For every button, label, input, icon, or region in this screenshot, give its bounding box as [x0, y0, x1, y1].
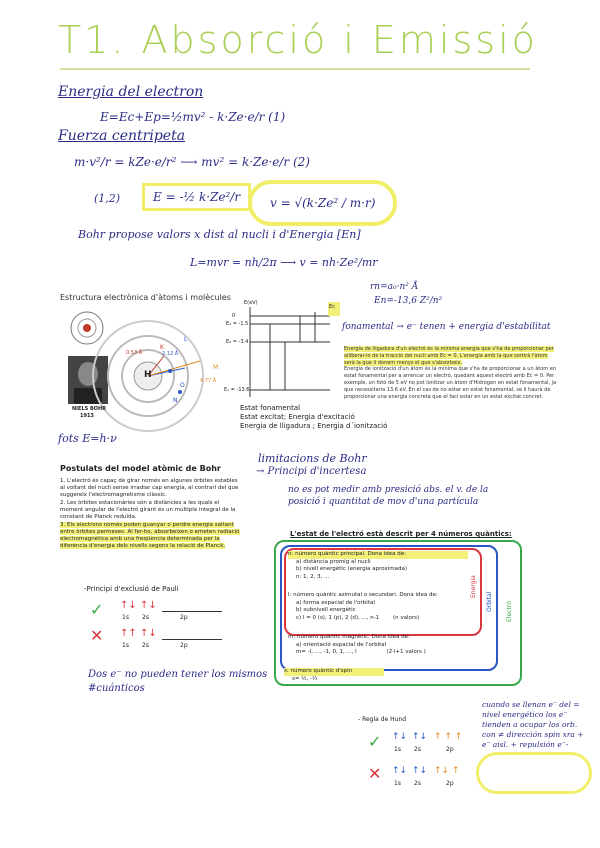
label-1s-wrong: 1s	[122, 642, 129, 649]
pauli-heading: -Principi d'exclusió de Pauli	[84, 585, 179, 593]
postulat-1	[60, 478, 240, 499]
m-item-b-text: m= -l, ..., -1, 0, 1, ..., l	[296, 649, 357, 655]
hund-arrows-2s: ↑↓	[412, 732, 428, 742]
l-item-c	[288, 615, 468, 623]
n-item-c: n: 1, 2, 3, ...	[296, 573, 330, 580]
bohr-line: Bohr propose valors x dist al nucli i d'Energia [En]	[78, 228, 361, 241]
l-title: l: número quàntic azimutal o secundari. Dona idea de:	[288, 592, 438, 598]
hund-label-2p: 2p	[446, 746, 454, 753]
definition-lligadura	[344, 346, 559, 367]
arrows-1s-wrong: ↑↑	[120, 628, 137, 639]
definition-lligadura-text: Energia de lligadura d'un electró és la mínima energia que s'ha de proporcionar per alliberar-lo de la tracció del nucli amb Ec = 0. L'energia amb la que sortirà l'àtom serà la que li donem menys el que s'absorbeix.	[344, 346, 554, 366]
s-item: s= ½, -½	[292, 675, 318, 682]
postulats-heading: Postulats del model atòmic de Bohr	[60, 464, 221, 473]
l-item-a: a) forma espacial de l'orbital	[296, 599, 375, 606]
orbit-m: M	[213, 364, 219, 371]
eq2: m·v²/r = kZe·e/r² ⟶ mv² = k·Ze·e/r (2)	[74, 155, 310, 169]
hund-label-1s: 1s	[394, 746, 401, 753]
definition-ionitzacio	[344, 366, 559, 401]
orbit-k: K	[160, 344, 164, 351]
hund-note: cuando se llenan e⁻ del = nivel energético los e⁻ tienden a ocupar los orb. con ≠ dirección spin xra + e⁻ aisl. + repulsión e⁻-	[482, 700, 584, 749]
label-2p: 2p	[180, 614, 188, 621]
energy-axis-label: E(eV)	[244, 300, 258, 306]
label-2s: 2s	[142, 614, 149, 621]
nucleus-label: H	[144, 370, 152, 380]
hund-correct	[368, 732, 478, 754]
caption-2: Estat excitat; Energia d'excitació	[240, 413, 355, 421]
m-item-b	[288, 649, 488, 657]
level-e2: E₂ = -3.4	[226, 339, 249, 345]
pauli-incorrect	[90, 628, 240, 650]
label-1s: 1s	[122, 614, 129, 621]
hund-label-1s-wrong: 1s	[394, 780, 401, 787]
cross-icon: ✕	[368, 764, 382, 783]
limitacions-heading: limitacions de Bohr	[258, 452, 367, 465]
eq1: E=Ec+Ep=½mv² - k·Ze·e/r (1)	[100, 110, 286, 124]
quantum-heading: L'estat de l'electró està descrit per 4 números quàntics:	[290, 530, 512, 538]
arrows-2s-wrong: ↑↓	[140, 628, 157, 639]
ec-label: Ec	[329, 304, 335, 310]
page-title: T1. Absorció i Emissió	[58, 18, 538, 62]
eq4-box: v = √(k·Ze² / m·r)	[248, 180, 397, 226]
label-2s-wrong: 2s	[142, 642, 149, 649]
s-title: s: número quàntic d'spin	[284, 668, 384, 676]
quantum-l	[288, 592, 468, 622]
line-2p	[162, 611, 222, 612]
arrows-1s: ↑↓	[120, 600, 137, 611]
level-0: 0	[232, 313, 236, 319]
pauli-note: Dos e⁻ no pueden tener los mismos #cuánticos	[88, 669, 268, 694]
hund-arrows-2s-wrong: ↑↓	[412, 766, 428, 776]
n-title: n: número quàntic principal. Dona idea de:	[288, 551, 468, 559]
level-e1: E₁ = -13.6	[224, 387, 250, 393]
radius-k: 0.53 Å	[126, 350, 143, 356]
side-label-electro: Electró	[506, 601, 513, 622]
l-item-c-text: c) l = 0 (s), 1 (p), 2 (d), ..., n-1	[296, 614, 380, 621]
postulat-2	[60, 500, 240, 521]
hund-label-2s-wrong: 2s	[414, 780, 421, 787]
n-item-b: b) nivell energètic (energia aproximada)	[296, 566, 408, 572]
caption-1: Estat fonamental	[240, 404, 301, 412]
hund-label-2s: 2s	[414, 746, 421, 753]
quantum-n	[288, 551, 468, 581]
hund-arrows-2p: ↑ ↑ ↑	[434, 732, 463, 742]
postulat-3-text: 3. Els electrons només poden guanyar o perdre energia saltant entre òrbites permeses. Al fer-ho, absorbeixen o emeten radiació electromagnètica amb una freqüència determinada per la diferència d'energia dels nivells segons la relació de Planck.	[60, 522, 240, 549]
rn-formula: rn=a₀·n² Å	[370, 282, 419, 292]
side-label-energia: Energia	[470, 575, 477, 598]
energy-levels-drawing	[240, 302, 340, 402]
hund-arrows-1s-wrong: ↑↓	[392, 766, 408, 776]
fotos-note: fots E=h·ν	[58, 432, 117, 445]
portrait-year: 1913	[80, 413, 94, 419]
caption-3: Energia de lligadura ; Energia d´ionització	[240, 422, 388, 430]
portrait-name: NIELS BOHR	[72, 406, 107, 412]
eq5: L=mvr = nh/2π ⟶ v = nh·Ze²/mr	[190, 256, 378, 269]
title-underline	[60, 68, 530, 70]
eq3-box: E = -½ k·Ze²/r	[142, 183, 251, 211]
energia-heading: Energia del electron	[58, 84, 204, 100]
postulat-1-text: 1. L'electró és capaç de girar només en algunes òrbites estables al voltant del nucli sense irradiar cap energia, al contrari del que suggereix l'electromagnetisme clàssic.	[60, 478, 239, 498]
cross-icon: ✕	[90, 626, 104, 645]
m-item-a: a) orientació espacial de l'orbital	[296, 641, 387, 648]
fonamental-note: fonamental → e⁻ tenen + energia d'estabilitat	[342, 322, 551, 332]
energy-diagram	[224, 300, 340, 402]
radius-m: 4.77 Å	[200, 378, 217, 384]
orbit-l: L	[184, 336, 188, 343]
figure-heading: Estructura electrònica d'àtoms i molècules	[60, 293, 231, 302]
m-title: m: número quàntic magnètic. Dona idea de:	[288, 634, 410, 640]
hund-arrows-1s: ↑↓	[392, 732, 408, 742]
side-label-orbital: Orbital	[486, 591, 493, 612]
hund-heading: - Regla de Hund	[358, 716, 407, 723]
arrows-2s: ↑↓	[140, 600, 157, 611]
hund-arrows-2p-wrong: ↑↓ ↑	[434, 766, 460, 776]
bohr-atom-figure	[60, 306, 230, 436]
radius-l: 2.12 Å	[162, 351, 179, 357]
principi-incertesa: → Principi d'incertesa	[256, 466, 367, 477]
quantum-m	[288, 634, 488, 657]
eq3-prefix: (1,2)	[94, 192, 121, 205]
line-2p-wrong	[162, 639, 222, 640]
check-icon: ✓	[90, 600, 104, 619]
m-item-b-count: (2·l+1 valors )	[386, 649, 426, 655]
l-item-b: b) subnivell energètic	[296, 607, 356, 613]
orbit-n: N	[173, 397, 178, 404]
check-icon: ✓	[368, 732, 382, 751]
hund-incorrect	[368, 766, 478, 788]
postulat-2-text: 2. Les òrbites estacionàries són a distàncies a les quals el moment angular de l'electró girant és un múltiple integral de la constant de Planck reduïda.	[60, 500, 236, 520]
orbit-o: O	[180, 382, 185, 389]
incertesa-text: no es pot medir amb presició abs. el v. de la posició i quantitat de mov d'una partícula	[288, 485, 489, 507]
label-2p-wrong: 2p	[180, 642, 188, 649]
fuerza-heading: Fuerza centripeta	[58, 128, 186, 144]
hund-note-highlight-circle	[476, 752, 592, 794]
quantum-s	[284, 668, 384, 683]
pauli-correct	[90, 600, 240, 622]
hund-label-2p-wrong: 2p	[446, 780, 454, 787]
n-item-a: a) distància promig al nucli	[296, 558, 371, 565]
l-item-c-count: (n valors)	[392, 614, 420, 621]
definition-ionitzacio-text: Energia de ionització d'un àtom és la mínima que s'ha de proporcionar a un àtom en estat fonamental per a arrencar un electró, quedant aquest electró amb Ec = 0. Per exemple, un fotó de 5 eV no pot ionitzar un àtom d'Hidrogen en estat fonamental, ja que necessitaria 13.6 eV. En el cas de no estar en estat fonamental, se li haurà de proporcionar una energia concreta que el faci estar en un estat excitat concret.	[344, 366, 557, 400]
postulat-3	[60, 522, 240, 550]
en-formula: En=-13,6 Z²/n²	[374, 296, 443, 306]
level-e3: E₃ = -1.5	[226, 321, 249, 327]
